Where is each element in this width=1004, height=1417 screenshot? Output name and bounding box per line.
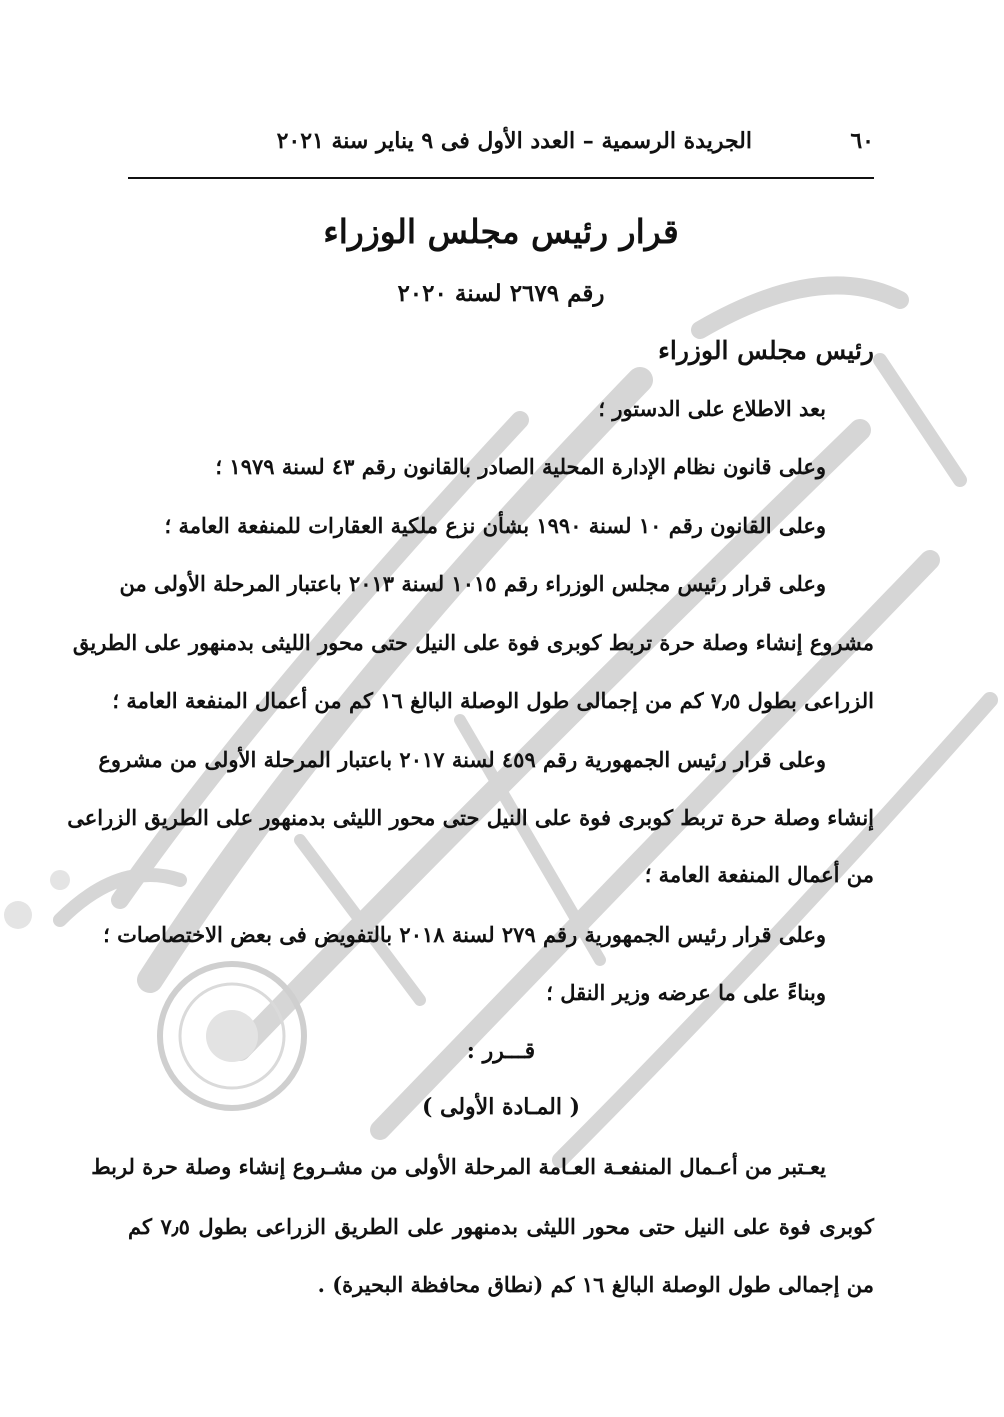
preamble-line: من أعمال المنفعة العامة ؛ — [644, 862, 874, 887]
preamble-line: وبناءً على ما عرضه وزير النقل ؛ — [546, 980, 826, 1005]
running-title: الجريدة الرسمية – العدد الأول فى ٩ يناير سنة ٢٠٢١ — [276, 128, 752, 154]
preamble-line: وعلى قرار رئيس الجمهورية رقم ٢٧٩ لسنة ٢٠١٨ بالتفويض فى بعض الاختصاصات ؛ — [103, 922, 826, 947]
preamble-line: بعد الاطلاع على الدستور ؛ — [598, 396, 826, 421]
header-rule — [128, 177, 874, 179]
article-line: من إجمالى طول الوصلة البالغ ١٦ كم (نطاق محافظة البحيرة) . — [317, 1272, 874, 1297]
decides-heading: قـــرر : — [466, 1038, 536, 1064]
preamble-line: وعلى القانون رقم ١٠ لسنة ١٩٩٠ بشأن نزع ملكية العقارات للمنفعة العامة ؛ — [164, 513, 826, 538]
preamble-line: مشروع إنشاء وصلة حرة تربط كوبرى فوة على النيل حتى محور الليثى بدمنهور على الطريق — [72, 630, 874, 655]
article-line: كوبرى فوة على النيل حتى محور الليثى بدمنهور على الطريق الزراعى بطول ٧٫٥ كم — [128, 1214, 874, 1239]
preamble-line: إنشاء وصلة حرة تربط كوبرى فوة على النيل حتى محور الليثى بدمنهور على الطريق الزراعى — [67, 805, 874, 830]
article-line: يعـتبر من أعـمال المنفعـة العـامة المرحلة الأولى من مشـروع إنشاء وصلة حرة لربط — [91, 1154, 826, 1179]
preamble-line: الزراعى بطول ٧٫٥ كم من إجمالى طول الوصلة البالغ ١٦ كم من أعمال المنفعة العامة ؛ — [112, 688, 874, 713]
decree-number: رقم ٢٦٧٩ لسنة ٢٠٢٠ — [397, 280, 605, 307]
preamble-line: وعلى قانون نظام الإدارة المحلية الصادر بالقانون رقم ٤٣ لسنة ١٩٧٩ ؛ — [215, 454, 826, 479]
running-header — [128, 128, 874, 168]
article-one-heading: ( المـادة الأولى ) — [421, 1094, 581, 1120]
page-number: ٦٠ — [850, 128, 874, 154]
decree-issuer: رئيس مجلس الوزراء — [658, 336, 874, 365]
preamble-line: وعلى قرار رئيس الجمهورية رقم ٤٥٩ لسنة ٢٠١٧ باعتبار المرحلة الأولى من مشروع — [98, 747, 826, 772]
preamble-line: وعلى قرار رئيس مجلس الوزراء رقم ١٠١٥ لسنة ٢٠١٣ باعتبار المرحلة الأولى من — [119, 571, 826, 596]
decree-title: قرار رئيس مجلس الوزراء — [323, 212, 679, 251]
